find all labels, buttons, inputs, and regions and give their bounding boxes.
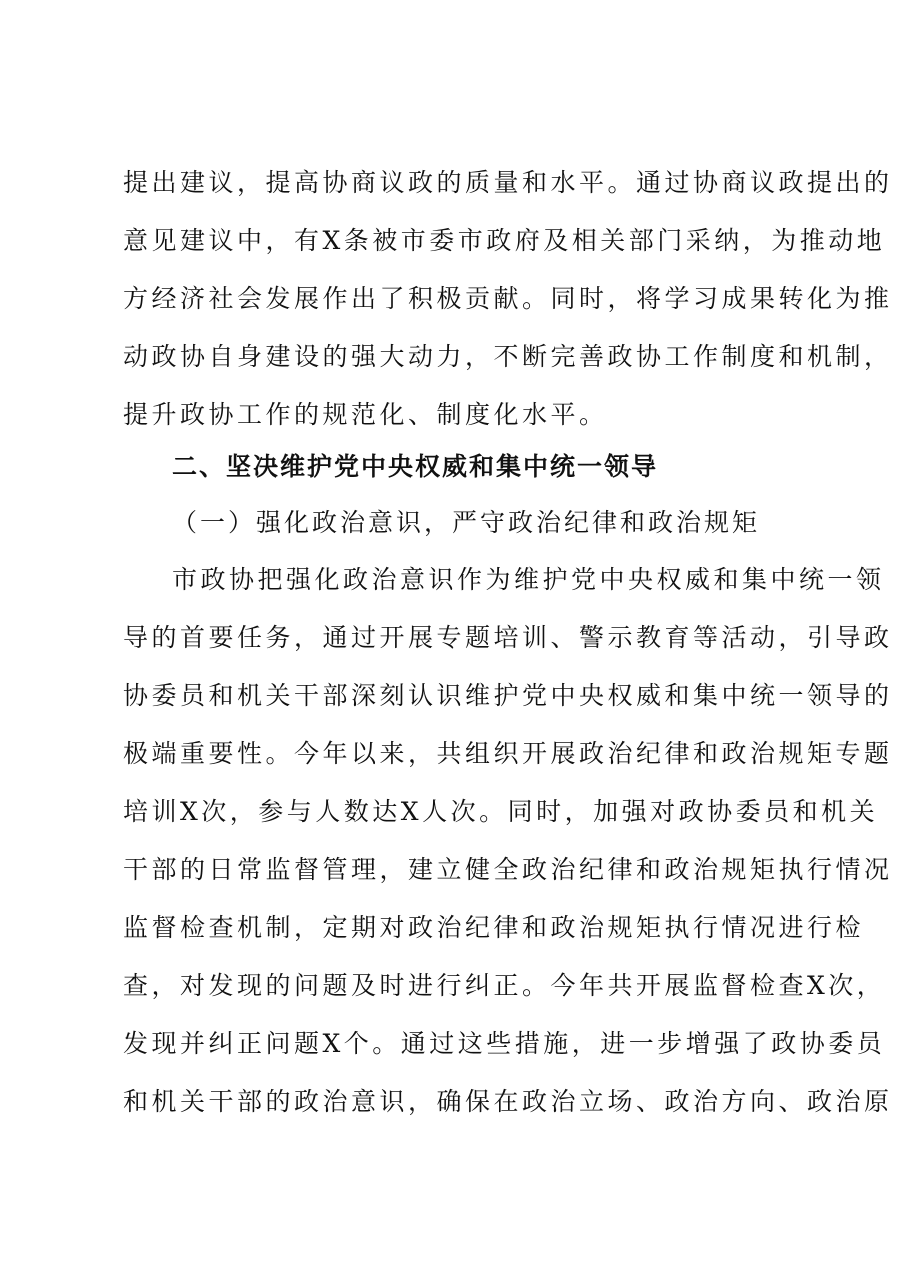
paragraph-line: 监督检查机制，定期对政治纪律和政治规矩执行情况进行检 [123,913,865,942]
subsection-heading: （一）强化政治意识，严守政治纪律和政治规矩 [172,508,761,537]
paragraph-line: 极端重要性。今年以来，共组织开展政治纪律和政治规矩专题 [123,739,893,768]
paragraph-line: 协委员和机关干部深刻认识维护党中央权威和集中统一领导的 [123,681,893,710]
paragraph-line: 培训X次，参与人数达X人次。同时，加强对政协委员和机关 [123,797,879,826]
paragraph-line: 发现并纠正问题X个。通过这些措施，进一步增强了政协委员 [123,1029,886,1058]
paragraph-line: 导的首要任务，通过开展专题培训、警示教育等活动，引导政 [123,623,893,652]
paragraph-line: 提出建议，提高协商议政的质量和水平。通过协商议政提出的 [123,168,893,197]
paragraph-line: 动政协自身建设的强大动力，不断完善政协工作制度和机制， [123,342,893,371]
section-heading: 二、坚决维护党中央权威和集中统一领导 [172,452,659,481]
paragraph-line: 干部的日常监督管理，建立健全政治纪律和政治规矩执行情况 [123,855,893,884]
paragraph-line: 方经济社会发展作出了积极贡献。同时，将学习成果转化为推 [123,284,893,313]
paragraph-line: 意见建议中，有X条被市委市政府及相关部门采纳，为推动地 [123,226,886,255]
paragraph-line: 和机关干部的政治意识，确保在政治立场、政治方向、政治原 [123,1087,893,1116]
paragraph-line: 查，对发现的问题及时进行纠正。今年共开展监督检查X次， [123,971,886,1000]
paragraph-line: 市政协把强化政治意识作为维护党中央权威和集中统一领 [172,565,885,594]
paragraph-line: 提升政协工作的规范化、制度化水平。 [123,400,608,429]
